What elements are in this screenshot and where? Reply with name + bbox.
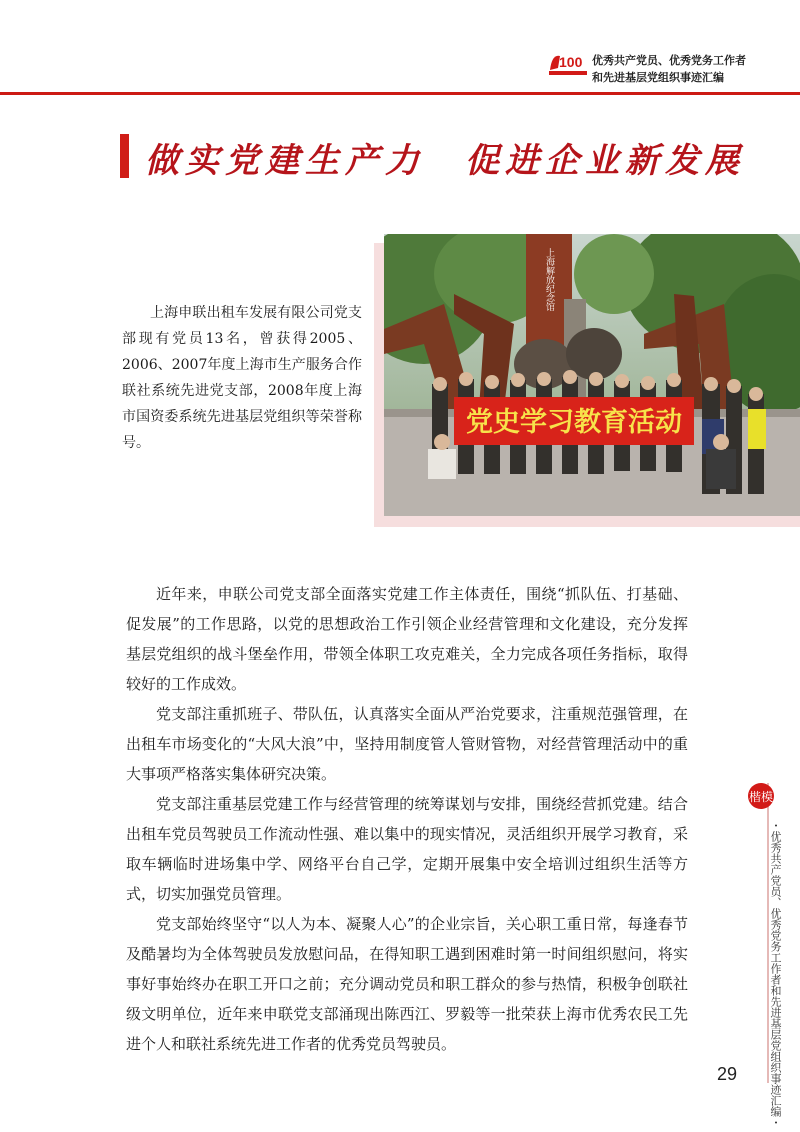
badge-text: 楷模 <box>748 790 774 804</box>
header-line-1: 优秀共产党员、优秀党务工作者 <box>592 54 746 67</box>
side-caption: ・优秀共产党员、优秀党务工作者和先进基层党组织事迹汇编・ <box>769 820 782 1128</box>
svg-text:100: 100 <box>559 54 583 70</box>
header-line-2: 和先进基层党组织事迹汇编 <box>592 71 724 84</box>
header-rule <box>0 92 800 95</box>
body-paragraph: 近年来，申联公司党支部全面落实党建工作主体责任，围绕“抓队伍、打基础、促发展”的工作思路，以党的思想政治工作引领企业经营管理和文化建设，充分发挥基层党组织的战斗堡垒作用，带领全体职工攻克难关，全力完成各项任务指标，取得较好的工作成效。 <box>126 585 688 693</box>
group-photo <box>384 234 800 516</box>
monument-text: 上海解放纪念馆 <box>544 248 554 311</box>
running-header <box>592 52 746 86</box>
intro-paragraph <box>122 300 362 456</box>
photo-banner-text: 党史学习教育活动 <box>466 407 682 438</box>
intro-text: 上海申联出租车发展有限公司党支部现有党员13名，曾获得2005、2006、2007年度上海市生产服务合作联社系统先进党支部，2008年度上海市国资委系统先进基层党组织等荣誉称号。 <box>122 305 362 451</box>
kaimo-badge <box>738 782 784 810</box>
party-centenary-logo <box>548 50 588 78</box>
body-paragraph: 党支部注重基层党建工作与经营管理的统筹谋划与安排，围绕经营抓党建。结合出租车党员驾驶员工作流动性强、难以集中的现实情况，灵活组织开展学习教育，采取车辆临时进场集中学、网络平台自己学，定期开展集中安全培训过组织生活等方式，切实加强党员管理。 <box>126 795 688 903</box>
page-title: 做实党建生产力 促进企业新发展 <box>145 141 745 181</box>
page-number: 29 <box>717 1064 738 1084</box>
body-paragraph: 党支部始终坚守“以人为本、凝聚人心”的企业宗旨，关心职工重日常，每逢春节及酷暑均为全体驾驶员发放慰问品，在得知职工遇到困难时第一时间组织慰问，将实事好事始终办在职工开口之前；充分调动党员和职工群众的参与热情，积极争创联社级文明单位，近年来申联党支部涌现出陈西江、罗毅等一批荣获上海市优秀农民工先进个人和联社系统先进工作者的优秀党员驾驶员。 <box>126 915 688 1053</box>
title-accent-bar <box>120 134 129 178</box>
body-paragraph: 党支部注重抓班子、带队伍，认真落实全面从严治党要求，注重规范强管理，在出租车市场变化的“大风大浪”中，坚持用制度管人管财管物，对经营管理活动中的重大事项严格落实集体研究决策。 <box>126 705 688 783</box>
article-body <box>126 579 688 1059</box>
